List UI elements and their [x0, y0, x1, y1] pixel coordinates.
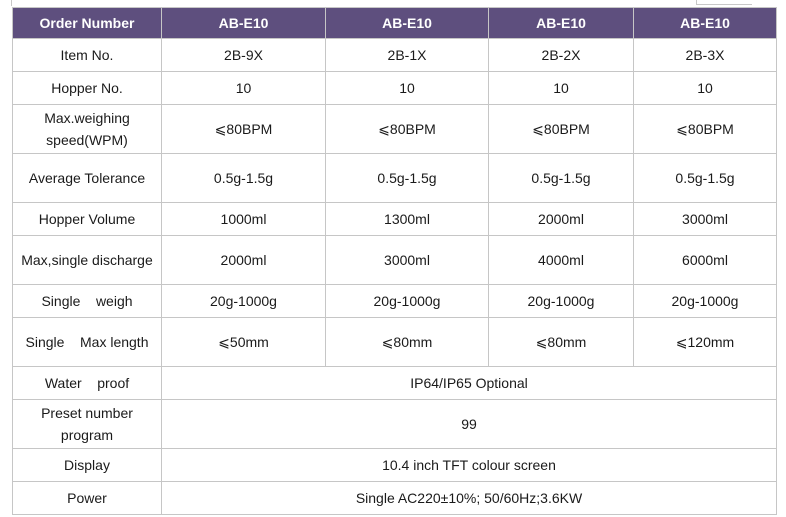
cell-value: 3000ml	[326, 236, 489, 285]
row-label: Display	[13, 449, 162, 482]
header-model: AB-E10	[489, 8, 634, 39]
cell-value: 0.5g-1.5g	[489, 154, 634, 203]
cell-value: 20g-1000g	[489, 285, 634, 318]
spec-table	[12, 7, 777, 515]
row-label: Max,single discharge	[13, 236, 162, 285]
cell-value: 4000ml	[489, 236, 634, 285]
row-hopper-no	[13, 72, 777, 105]
cell-value: ⩽80BPM	[634, 105, 777, 154]
cell-value: ⩽80mm	[326, 318, 489, 367]
cell-value: 2B-3X	[634, 39, 777, 72]
row-label: Single Max length	[13, 318, 162, 367]
cell-value: ⩽80BPM	[489, 105, 634, 154]
cell-value: 2000ml	[489, 203, 634, 236]
cell-value-merged: Single AC220±10%; 50/60Hz;3.6KW	[162, 482, 777, 515]
cell-value: 20g-1000g	[634, 285, 777, 318]
row-power	[13, 482, 777, 515]
cell-value: 0.5g-1.5g	[634, 154, 777, 203]
cell-value: 2B-2X	[489, 39, 634, 72]
row-average-tolerance	[13, 154, 777, 203]
row-label: Preset number program	[13, 400, 162, 449]
row-single-max-length	[13, 318, 777, 367]
row-max-single-discharge	[13, 236, 777, 285]
row-water-proof	[13, 367, 777, 400]
cell-value: 0.5g-1.5g	[162, 154, 326, 203]
header-order-number: Order Number	[13, 8, 162, 39]
cell-value: 10	[326, 72, 489, 105]
cell-value: ⩽120mm	[634, 318, 777, 367]
cell-value: ⩽80BPM	[326, 105, 489, 154]
cell-value: 10	[162, 72, 326, 105]
cell-value: 2B-9X	[162, 39, 326, 72]
cell-value-merged: 99	[162, 400, 777, 449]
cell-value: 20g-1000g	[326, 285, 489, 318]
cell-value: 2000ml	[162, 236, 326, 285]
row-item-no	[13, 39, 777, 72]
cell-value: ⩽80BPM	[162, 105, 326, 154]
crop-mark-right	[696, 4, 752, 5]
header-model: AB-E10	[162, 8, 326, 39]
cell-value: 10	[489, 72, 634, 105]
cell-value: 1000ml	[162, 203, 326, 236]
cell-value: ⩽50mm	[162, 318, 326, 367]
row-label: Water proof	[13, 367, 162, 400]
header-model: AB-E10	[634, 8, 777, 39]
row-label: Max.weighing speed(WPM)	[13, 105, 162, 154]
row-label: Item No.	[13, 39, 162, 72]
crop-mark-left	[11, 0, 12, 6]
row-label: Single weigh	[13, 285, 162, 318]
row-label: Power	[13, 482, 162, 515]
cell-value: 6000ml	[634, 236, 777, 285]
row-preset-program	[13, 400, 777, 449]
cell-value: ⩽80mm	[489, 318, 634, 367]
cell-value: 0.5g-1.5g	[326, 154, 489, 203]
cell-value: 10	[634, 72, 777, 105]
cell-value: 20g-1000g	[162, 285, 326, 318]
cell-value: 1300ml	[326, 203, 489, 236]
cell-value: 3000ml	[634, 203, 777, 236]
row-display	[13, 449, 777, 482]
cell-value-merged: 10.4 inch TFT colour screen	[162, 449, 777, 482]
row-single-weigh	[13, 285, 777, 318]
header-model: AB-E10	[326, 8, 489, 39]
row-weighing-speed	[13, 105, 777, 154]
row-label: Average Tolerance	[13, 154, 162, 203]
row-label: Hopper No.	[13, 72, 162, 105]
row-hopper-volume	[13, 203, 777, 236]
row-label: Hopper Volume	[13, 203, 162, 236]
cell-value: 2B-1X	[326, 39, 489, 72]
cell-value-merged: IP64/IP65 Optional	[162, 367, 777, 400]
header-row	[13, 8, 777, 39]
